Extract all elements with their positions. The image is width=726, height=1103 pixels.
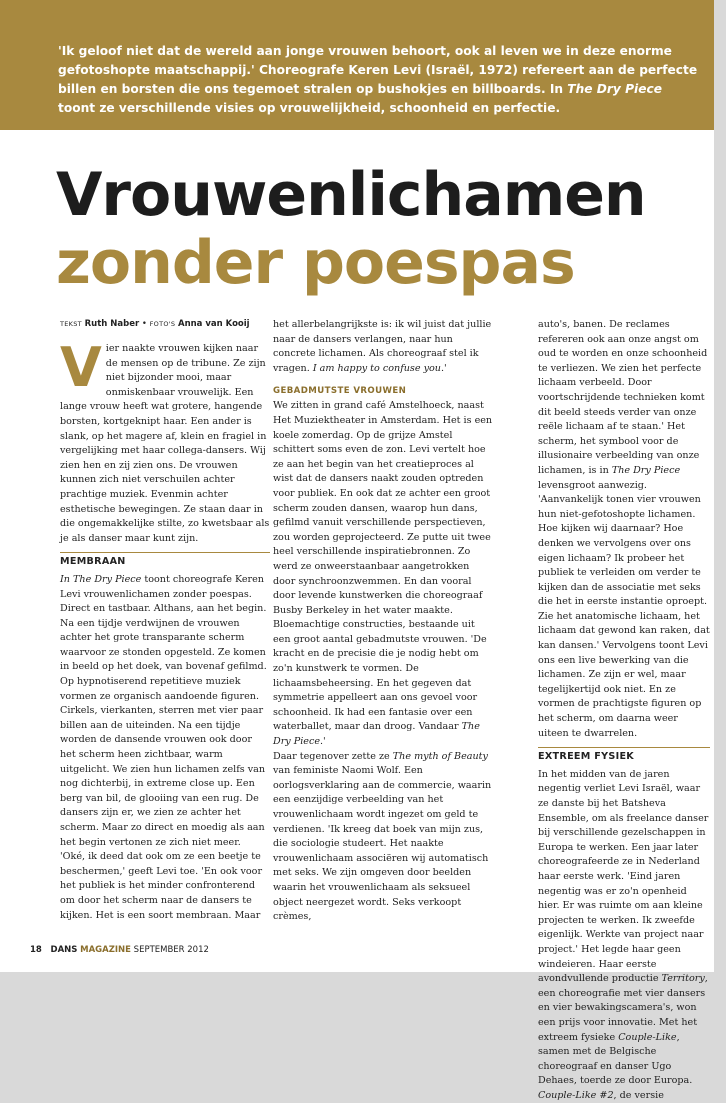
headline-line2: zonder poespas [56, 228, 575, 298]
magazine-name-bold: DANS [50, 945, 78, 955]
issue-date: SEPTEMBER 2012 [133, 945, 209, 955]
paragraph-text: We zitten in grand café Amstelhoeck, naast Het Muziektheater in Amsterdam. Het is een koele zomerdag. Op de grijze Amstel schittert soms even de zon. Levi vertelt hoe ze aan het begin van het creatieproces al wist dat de dansers naakt zouden optreden voor publiek. En ook dat ze achter een groot scherm zouden dansen, waarop hun dans, gefilmd vanuit verschillende perspectieven, zou worden geprojecteerd. Ze putte uit twee heel verschillende inspiratiebronnen. Zo werd ze onweerstaanbaar aangetrokken door synchroonzwemmen. En dan vooral door levende kunstwerken die choreograaf Busby Berkeley in het water maakte. Bloemachtige constructies, bestaande uit een groot aantal gebadmutste vrouwen. 'De kracht en de precisie die je nodig hebt om zo'n kunstwerk te vormen. De lichaamsbeheersing. En het gegeven dat symmetrie appelleert aan ons gevoel voor schoonheid. Ik had een fantasie over een waterballet, maar dan droog. Vandaar [273, 400, 493, 733]
paragraph-text: Daar tegenover zette ze [273, 750, 393, 762]
article-column-3 [538, 318, 710, 1103]
paragraph [538, 318, 710, 741]
paragraph-italic: I am happy to confuse you. [312, 362, 444, 374]
paragraph [273, 399, 493, 749]
lead-paragraph-text: ier naakte vrouwen kijken naar de mensen op de tribune. Ze zijn niet bijzonder mooi, maar onmiskenbaar vrouwelijk. Een lange vrouw heeft wat grotere, hangende borsten, kortgeknipt haar. Een ander is slank, op het magere af, klein en fragiel in vergelijking met haar collega-dansers. Wij zien hen en zij zien ons. De vrouwen kunnen zich niet verschuilen achter prachtige muziek. Evenmin achter esthetische bewegingen. Ze staan daar in die ongemakkelijke stilte, zo kwetsbaar als je als danser maar kunt zijn. [60, 343, 270, 544]
paragraph-text: toont choreografe Keren Levi vrouwenlichamen zonder poespas. Direct en tastbaar. Althans, aan het begin. Na een tijdje verdwijnen de vrouwen achter het grote transparante scherm waarvoor ze stonden opgesteld. Ze komen in beeld op het doek, van bovenaf gefilmd. Op hypnotiserend repetitieve muziek vormen ze organisch aandoende figuren. Cirkels, vierkanten, sterren met vier paar billen aan de uiteinden. Na een tijdje worden de dansende vrouwen ook door het scherm heen zichtbaar, warm uitgelicht. We zien hun lichamen zelfs van nog dichterbij, in extreme close up. Een berg van bil, de glooiing van een rug. De dansers zijn er, we zien ze achter het scherm. Maar zo direct en moedig als aan het begin vertonen ze zich niet meer. [60, 573, 267, 848]
paragraph-text: In het midden van de jaren negentig verliet Levi Israël, waar ze danste bij het Batsheva Ensemble, om als freelance danser bij verschillende gezelschappen in Europa te werken. Een jaar later choreografeerde ze in Nederland haar eerste werk. 'Eind jaren negentig was er zo'n openheid hier. Er was ruimte om aan kleine projecten te werken. Ik zweefde eigenlijk. Werkte van project naar project.' Het legde haar geen windeieren. Haar eerste avondvullende productie [538, 768, 709, 985]
paragraph [273, 318, 493, 376]
paragraph-text: .' [320, 736, 326, 748]
article-credits [60, 319, 250, 329]
paragraph-text: , de versie [613, 1089, 664, 1101]
intro-text-part1: 'Ik geloof niet dat de wereld aan jonge vrouwen behoort, ook al leven we in deze enorme gefotoshopte maatschappij.' Choreografe Keren Levi (Israël, 1972) refereert aan de perfecte billen en borsten die ons tegemoet stralen op bushokjes en billboards. In [58, 44, 698, 96]
paragraph-italic: Couple-Like [618, 1031, 677, 1043]
paragraph [538, 768, 710, 1103]
intro-text-part2: toont ze verschillende visies op vrouwelijkheid, schoonheid en perfectie. [58, 101, 561, 115]
magazine-name-rest: MAGAZINE [80, 945, 131, 955]
paragraph-text: auto's, banen. De reclames refereren ook aan onze angst om oud te worden en onze schoonheid te verliezen. We zien het perfecte lichaam verbeeld. Door voortschrijdende technieken komt dit beeld steeds verder van onze reële lichaam af te staan.' Het scherm, het symbool voor de illusionaire verbeelding van onze lichamen, is in [538, 319, 708, 476]
paragraph [60, 573, 270, 850]
page-number: 18 [30, 945, 42, 955]
paragraph-text: , een choreografie met vier dansers en vier bewakingscamera's, won een prijs voor innovatie. Met het extreem fysieke [538, 973, 708, 1043]
credits-author: Ruth Naber [84, 319, 140, 329]
subheading-gebadmutste-vrouwen: GEBADMUTSTE VROUWEN [273, 386, 407, 397]
paragraph-text: ' [444, 362, 447, 374]
intro-text-title: The Dry Piece [567, 82, 662, 96]
intro-banner [0, 0, 714, 130]
paragraph-italic: In The Dry Piece [60, 573, 142, 585]
credits-photographer: Anna van Kooij [177, 319, 250, 329]
article-column-1 [60, 336, 270, 923]
dropcap-letter: V [60, 336, 102, 399]
page-footer [30, 945, 209, 955]
headline-line1: Vrouwenlichamen [56, 160, 646, 230]
subheading-extreem-fysiek: EXTREEM FYSIEK [538, 747, 710, 766]
paragraph-italic: The Dry Piece [611, 464, 681, 476]
paragraph-italic: Couple-Like #2 [538, 1089, 614, 1101]
paragraph-text: van feministe Naomi Wolf. Een oorlogsverklaring aan de commercie, waarin een eenzijdige verbeelding van het vrouwenlichaam wordt ingezet om geld te verdienen. 'Ik kreeg dat boek van mijn zus, die sociologie studeert. Het naakte vrouwenlichaam associëren wij automatisch met seks. We zijn omgeven door beelden waarin het vrouwenlichaam als seksueel object neergezet wordt. Seks verkoopt crèmes, [273, 765, 492, 923]
credits-photo-label: FOTO'S [149, 320, 176, 328]
paragraph-text: 'Oké, ik deed dat ook om ze een beetje te beschermen,' geeft Levi toe. 'En ook voor het publiek is het minder confronterend om door het scherm naar de dansers te kijken. Het is een soort membraan. Maar [60, 851, 263, 921]
article-column-2 [273, 318, 493, 925]
paragraph-italic: The Dry Piece [273, 721, 480, 748]
paragraph [60, 850, 270, 923]
paragraph-italic: Territory [661, 973, 705, 985]
paragraph-text: het allerbelangrijkste is: ik wil juist dat jullie naar de dansers verlangen, naar hun concrete lichamen. Als choreograaf stel ik vragen. [273, 319, 492, 374]
credits-text-label: TEKST [60, 320, 82, 328]
subheading-membraan: MEMBRAAN [60, 552, 270, 571]
paragraph-text: levensgroot aanwezig. 'Aanvankelijk tonen vier vrouwen hun niet-gefotoshopte lichamen. Hoe kijken wij daarnaar? Hoe denken we vervolgens over ons eigen lichaam? Ik probeer het publiek te verleiden om verder te kijken dan de associatie met seks die het in eerste instantie oproept. Zie het anatomische lichaam, het lichaam dat gewond kan raken, dat kan dansen.' Vervolgens toont Levi ons een live bewerking van die lichamen. Ze zijn er wel, maar tegelijkertijd ook niet. En ze vormen de prachtigste figuren op het scherm, om daarna weer uiteen te dwarrelen. [538, 479, 710, 739]
credits-separator: • [139, 319, 150, 329]
paragraph-italic: The myth of Beauty [392, 750, 488, 762]
lead-paragraph [60, 336, 270, 546]
paragraph [273, 750, 493, 925]
intro-text [58, 42, 698, 118]
paragraph-text: , samen met de Belgische choreograaf en danser Ugo Dehaes, toerde ze door Europa. [538, 1031, 693, 1087]
